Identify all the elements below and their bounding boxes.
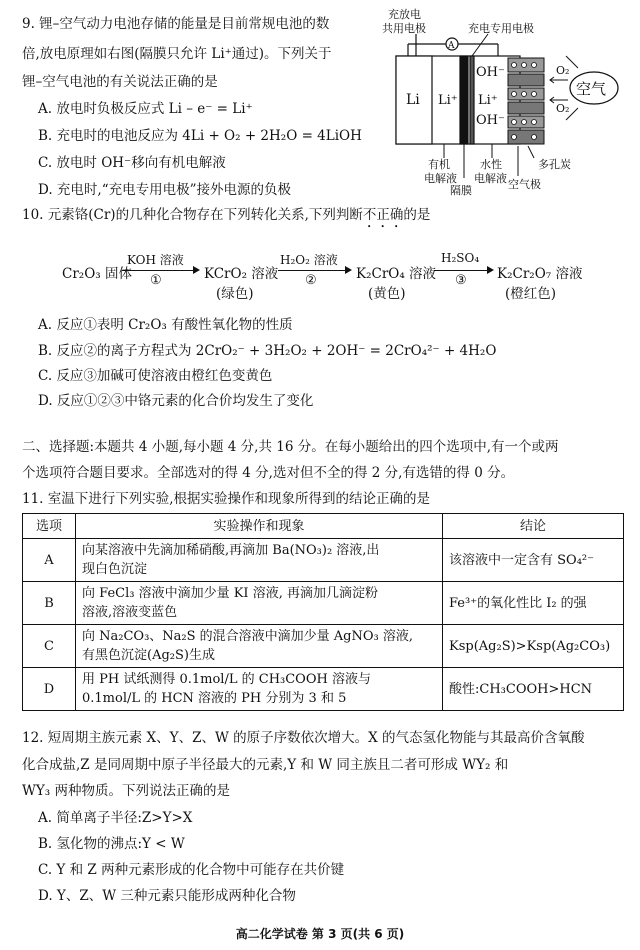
operation-line: 向某溶液中先滴加稀硝酸,再滴加 Ba(NO₃)₂ 溶液,出 bbox=[82, 543, 380, 558]
label-air-electrode: 空气极 bbox=[508, 178, 541, 191]
label-li-plus-left: Li⁺ bbox=[438, 93, 458, 108]
q9-option-c: C. 放电时 OH⁻移向有机电解液 bbox=[38, 155, 226, 171]
table-cell-operation bbox=[76, 582, 443, 625]
lithium-air-battery-diagram bbox=[368, 8, 624, 200]
label-aqueous-1: 水性 bbox=[480, 158, 502, 171]
q10-species-2: KCrO₂ 溶液 bbox=[204, 266, 279, 282]
q12-stem-line2: 化合成盐,Z 是同周期中原子半径最大的元素,Y 和 W 同主族且二者可形成 WY₂ 和 bbox=[22, 757, 509, 773]
q9-option-d: D. 充电时,“充电专用电极”接外电源的负极 bbox=[38, 182, 292, 198]
q10-species-3-color: (黄色) bbox=[368, 286, 406, 302]
label-shared-electrode-1: 充放电 bbox=[388, 8, 421, 21]
table-header-option: 选项 bbox=[23, 514, 76, 539]
table-cell-conclusion: Ksp(Ag₂S)>Ksp(Ag₂CO₃) bbox=[443, 625, 624, 668]
q12-stem-line3: WY₃ 两种物质。下列说法正确的是 bbox=[22, 783, 230, 799]
label-separator: 隔膜 bbox=[450, 184, 472, 197]
operation-line: 向 Na₂CO₃、Na₂S 的混合溶液中滴加少量 AgNO₃ 溶液, bbox=[82, 629, 414, 644]
label-oh-top: OH⁻ bbox=[476, 65, 505, 80]
label-li-plus-right: Li⁺ bbox=[478, 93, 498, 108]
q12-option-c: C. Y 和 Z 两种元素形成的化合物中可能存在共价键 bbox=[38, 862, 345, 878]
q10-option-d: D. 反应①②③中铬元素的化合价均发生了变化 bbox=[38, 393, 314, 409]
table-cell-option: D bbox=[23, 668, 76, 711]
q10-option-a: A. 反应①表明 Cr₂O₃ 有酸性氧化物的性质 bbox=[38, 317, 293, 333]
table-cell-conclusion: 该溶液中一定含有 SO₄²⁻ bbox=[443, 539, 624, 582]
q10-arrow3-reagent: H₂SO₄ bbox=[441, 251, 480, 265]
table-row bbox=[23, 539, 624, 582]
q10-arrow1-number: ① bbox=[150, 273, 162, 288]
section2-instructions-line2: 个选项符合题目要求。全部选对的得 4 分,选对但不全的得 2 分,有选错的得 0 分。 bbox=[22, 465, 515, 481]
table-header-conclusion: 结论 bbox=[443, 514, 624, 539]
ammeter-label: A bbox=[448, 41, 455, 51]
table-cell-operation bbox=[76, 539, 443, 582]
q12-stem-line1: 12. 短周期主族元素 X、Y、Z、W 的原子序数依次增大。X 的气态氢化物能与其最高价含氧酸 bbox=[22, 730, 585, 746]
operation-line: 向 FeCl₃ 溶液中滴加少量 KI 溶液, 再滴加几滴淀粉 bbox=[82, 586, 378, 601]
label-air: 空气 bbox=[576, 80, 607, 98]
q11-experiment-table bbox=[22, 513, 624, 711]
q10-stem bbox=[22, 205, 430, 231]
table-row bbox=[23, 625, 624, 668]
label-o2-top: O₂ bbox=[556, 64, 570, 77]
q9-stem-line1: 9. 锂–空气动力电池存储的能量是目前常规电池的数 bbox=[22, 16, 330, 32]
label-organic-1: 有机 bbox=[428, 158, 450, 171]
q12-option-d: D. Y、Z、W 三种元素只能形成两种化合物 bbox=[38, 888, 296, 904]
label-o2-bottom: O₂ bbox=[556, 102, 570, 115]
q9-option-a: A. 放电时负极反应式 Li – e⁻ = Li⁺ bbox=[38, 101, 253, 117]
operation-line: 有黑色沉淀(Ag₂S)生成 bbox=[82, 648, 215, 663]
table-cell-operation bbox=[76, 668, 443, 711]
q10-stem-pre: 10. 元素铬(Cr)的几种化合物存在下列转化关系,下列判断 bbox=[22, 207, 363, 223]
q10-option-c: C. 反应③加碱可使溶液由橙红色变黄色 bbox=[38, 368, 273, 384]
q10-species-4: K₂Cr₂O₇ 溶液 bbox=[497, 266, 583, 282]
table-row bbox=[23, 582, 624, 625]
q10-arrow2-number: ② bbox=[305, 273, 317, 288]
label-organic-2: 电解液 bbox=[424, 172, 457, 185]
table-header-operation: 实验操作和现象 bbox=[76, 514, 443, 539]
q10-species-1: Cr₂O₃ 固体 bbox=[62, 266, 132, 282]
section2-instructions-line1: 二、选择题:本题共 4 小题,每小题 4 分,共 16 分。在每小题给出的四个选项中,有一个或两 bbox=[22, 439, 559, 455]
q10-option-b: B. 反应②的离子方程式为 2CrO₂⁻ + 3H₂O₂ + 2OH⁻ = 2CrO₄²⁻ + 4H₂O bbox=[38, 343, 497, 359]
page-footer: 高二化学试卷 第 3 页(共 6 页) bbox=[235, 927, 405, 941]
q10-arrow2-reagent: H₂O₂ 溶液 bbox=[280, 253, 338, 267]
q10-species-3: K₂CrO₄ 溶液 bbox=[356, 266, 437, 282]
reaction-arrow-1 bbox=[122, 270, 198, 271]
q9-stem-line3: 锂–空气电池的有关说法正确的是 bbox=[22, 74, 218, 90]
table-cell-operation bbox=[76, 625, 443, 668]
table-cell-option: A bbox=[23, 539, 76, 582]
table-cell-option: B bbox=[23, 582, 76, 625]
table-header-row bbox=[23, 514, 624, 539]
label-shared-electrode-2: 共用电极 bbox=[382, 22, 426, 35]
label-aqueous-2: 电解液 bbox=[474, 172, 507, 185]
q10-species-2-color: (绿色) bbox=[216, 286, 254, 302]
q10-species-4-color: (橙红色) bbox=[505, 286, 557, 302]
table-cell-conclusion: 酸性:CH₃COOH>HCN bbox=[443, 668, 624, 711]
q12-option-b: B. 氢化物的沸点:Y < W bbox=[38, 836, 185, 852]
operation-line: 现白色沉淀 bbox=[82, 562, 148, 577]
q10-arrow1-reagent: KOH 溶液 bbox=[127, 253, 184, 267]
q10-stem-emphasis: 不正确 bbox=[362, 207, 404, 223]
q9-option-b: B. 充电时的电池反应为 4Li + O₂ + 2H₂O = 4LiOH bbox=[38, 128, 362, 144]
q12-option-a: A. 简单离子半径:Z>Y>X bbox=[38, 810, 193, 826]
label-oh-bottom: OH⁻ bbox=[476, 113, 505, 128]
operation-line: 0.1mol/L 的 HCN 溶液的 PH 分别为 3 和 5 bbox=[82, 691, 347, 706]
q9-stem-line2: 倍,放电原理如右图(隔膜只允许 Li⁺通过)。下列关于 bbox=[22, 46, 332, 62]
reaction-arrow-3 bbox=[434, 270, 492, 271]
q10-stem-post: 的是 bbox=[403, 207, 431, 223]
operation-line: 溶液,溶液变蓝色 bbox=[82, 605, 178, 620]
q11-stem: 11. 室温下进行下列实验,根据实验操作和现象所得到的结论正确的是 bbox=[22, 491, 431, 507]
table-row bbox=[23, 668, 624, 711]
operation-line: 用 PH 试纸测得 0.1mol/L 的 CH₃COOH 溶液与 bbox=[82, 672, 371, 687]
q10-arrow3-number: ③ bbox=[455, 273, 467, 288]
table-cell-option: C bbox=[23, 625, 76, 668]
label-li: Li bbox=[406, 92, 420, 108]
label-porous-carbon: 多孔炭 bbox=[538, 158, 571, 171]
reaction-arrow-2 bbox=[278, 270, 350, 271]
label-charge-electrode: 充电专用电极 bbox=[468, 22, 534, 35]
table-cell-conclusion: Fe³⁺的氧化性比 I₂ 的强 bbox=[443, 582, 624, 625]
